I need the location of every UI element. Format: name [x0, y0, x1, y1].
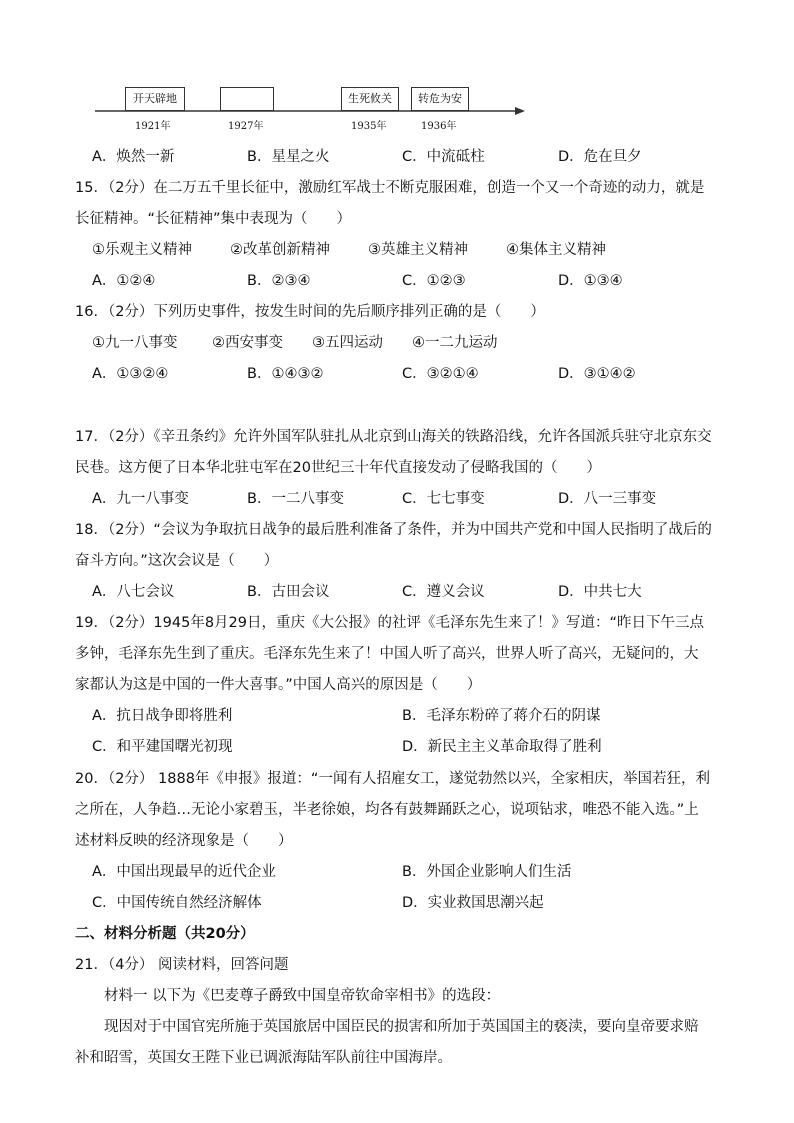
q16-item-4: ④一二九运动	[412, 335, 498, 351]
q16-option-c: C．③②①④	[402, 366, 479, 382]
q14-option-b: B．星星之火	[247, 149, 330, 165]
q14-option-a: A．焕然一新	[92, 149, 175, 165]
q17-option-c: C．七七事变	[402, 491, 485, 507]
q19-option-a: A．抗日战争即将胜利	[92, 708, 233, 724]
q16-item-2: ②西安事变	[212, 335, 283, 351]
q17-option-a: A．九一八事变	[92, 491, 189, 507]
q19-option-b: B．毛泽东粉碎了蒋介石的阴谋	[402, 708, 601, 724]
q19-option-d: D．新民主主义革命取得了胜利	[402, 739, 602, 755]
q18-stem-line-1: 18．（2分）“会议为争取抗日战争的最后胜利准备了条件，并为中国共产党和中国人民指明了战后的	[75, 522, 712, 538]
q16-item-1: ①九一八事变	[92, 335, 178, 351]
q21-material-intro: 材料一 以下为《巴麦尊子爵致中国皇帝钦命宰相书》的选段：	[104, 988, 501, 1004]
timeline-box-1921: 开天辟地	[125, 87, 185, 111]
q20-option-b: B．外国企业影响人们生活	[402, 864, 572, 880]
q15-item-4: ④集体主义精神	[506, 242, 606, 258]
timeline-year-1936: 1936年	[421, 121, 457, 132]
q20-stem-line-1: 20．（2分） 1888年《申报》报道：“一闻有人招雇女工，遂觉勃然以兴，全家相庆，举国若狂，利	[75, 771, 710, 787]
q17-option-d: D．八一三事变	[558, 491, 657, 507]
q21-material-line-1: 现因对于中国官宪所施于英国旅居中国臣民的损害和所加于英国国主的亵渎，要向皇帝要求赔	[104, 1019, 699, 1035]
q15-option-c: C．①②③	[402, 273, 466, 289]
q15-item-3: ③英雄主义精神	[368, 242, 468, 258]
timeline-box-1936: 转危为安	[411, 87, 469, 111]
q19-stem-line-3: 家都认为这是中国的一件大喜事。”中国人高兴的原因是（ ）	[75, 677, 482, 693]
q20-option-d: D．实业救国思潮兴起	[402, 895, 544, 911]
q17-stem-line-2: 民巷。这方便了日本华北驻屯军在20世纪三十年代直接发动了侵略我国的（ ）	[75, 460, 601, 476]
q16-option-d: D．③①④②	[558, 366, 636, 382]
timeline-year-1935: 1935年	[351, 121, 387, 132]
timeline-year-1927: 1927年	[228, 121, 264, 132]
q15-stem-line-1: 15．（2分）在二万五千里长征中，激励红军战士不断克服困难，创造一个又一个奇迹的动力，就是	[75, 180, 705, 196]
q21-stem-line-1: 21．（4分） 阅读材料，回答问题	[75, 957, 289, 973]
q16-option-a: A．①③②④	[92, 366, 169, 382]
q19-stem-line-2: 多钟，毛泽东先生到了重庆。毛泽东先生来了！中国人听了高兴，世界人听了高兴，无疑问的，大	[75, 646, 699, 662]
timeline-box-1927-blank	[220, 87, 274, 111]
q20-stem-line-3: 述材料反映的经济现象是（ ）	[75, 833, 293, 849]
timeline-year-1921: 1921年	[135, 121, 171, 132]
q18-stem-line-2: 奋斗方向。”这次会议是（ ）	[75, 553, 279, 569]
q14-option-d: D．危在旦夕	[558, 149, 642, 165]
q15-item-2: ②改革创新精神	[230, 242, 330, 258]
q18-option-b: B．古田会议	[247, 584, 330, 600]
q16-item-3: ③五四运动	[312, 335, 383, 351]
q15-option-b: B．②③④	[247, 273, 311, 289]
q20-option-c: C．中国传统自然经济解体	[92, 895, 262, 911]
q15-stem-line-2: 长征精神。“长征精神”集中表现为（ ）	[75, 211, 352, 227]
q15-item-1: ①乐观主义精神	[92, 242, 192, 258]
q15-option-d: D．①③④	[558, 273, 623, 289]
q18-option-d: D．中共七大	[558, 584, 642, 600]
timeline-figure	[95, 75, 525, 135]
q18-option-a: A．八七会议	[92, 584, 175, 600]
q20-stem-line-2: 之所在，人争趋…无论小家碧玉，半老徐娘，均各有鼓舞踊跃之心，说项钻求，唯恐不能入选。”上	[75, 802, 699, 818]
q17-option-b: B．一二八事变	[247, 491, 344, 507]
q19-stem-line-1: 19．（2分）1945年8月29日，重庆《大公报》的社评《毛泽东先生来了！》写道：“昨日下午三点	[75, 615, 705, 631]
q16-option-b: B．①④③②	[247, 366, 324, 382]
q14-option-c: C．中流砥柱	[402, 149, 485, 165]
q17-stem-line-1: 17．（2分）《辛丑条约》允许外国军队驻扎从北京到山海关的铁路沿线，允许各国派兵驻守北京东交	[75, 429, 712, 445]
q21-material-line-2: 补和昭雪，英国女王陛下业已调派海陆军队前往中国海岸。	[75, 1050, 452, 1066]
q18-option-c: C．遵义会议	[402, 584, 485, 600]
q16-stem-line-1: 16．（2分）下列历史事件，按发生时间的先后顺序排列正确的是（ ）	[75, 304, 545, 320]
section-2-title: 二、材料分析题（共20分）	[75, 926, 255, 942]
q19-option-c: C．和平建国曙光初现	[92, 739, 233, 755]
q15-option-a: A．①②④	[92, 273, 156, 289]
timeline-box-1935: 生死攸关	[341, 87, 399, 111]
q20-option-a: A．中国出现最早的近代企业	[92, 864, 276, 880]
